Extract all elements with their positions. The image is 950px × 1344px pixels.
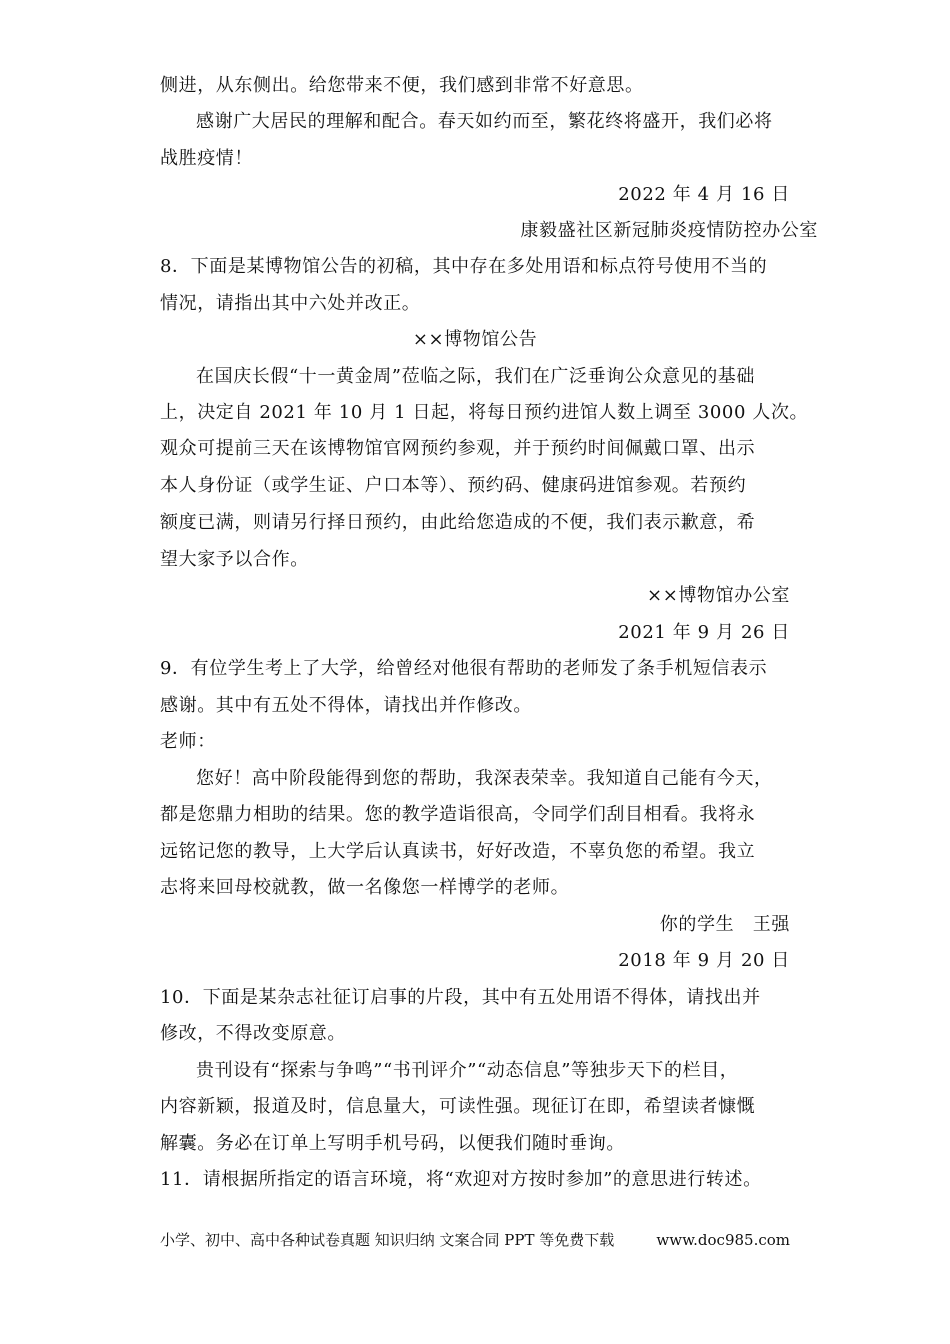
q8-body-line-6: 望大家予以合作。 (160, 549, 309, 570)
page-footer (160, 1229, 790, 1251)
q8-body-line-5: 额度已满，则请另行择日预约，由此给您造成的不便，我们表示歉意，希 (160, 512, 756, 533)
footer-url[interactable]: www.doc985.com (656, 1231, 790, 1249)
q9-salutation: 老师： (160, 731, 216, 752)
notice-end-line-3: 战胜疫情！ (160, 148, 253, 169)
q9-body-line-2: 都是您鼎力相助的结果。您的教学造诣很高，令同学们刮目相看。我将永 (160, 804, 756, 825)
q9-body-line-3: 远铭记您的教导，上大学后认真读书，好好改造，不辜负您的希望。我立 (160, 841, 756, 862)
notice-end-line-1: 侧进，从东侧出。给您带来不便，我们感到非常不好意思。 (160, 75, 644, 96)
footer-text: 小学、初中、高中各种试卷真题 知识归纳 文案合同 PPT 等免费下载 (160, 1231, 615, 1249)
q8-body-line-3: 观众可提前三天在该博物馆官网预约参观，并于预约时间佩戴口罩、出示 (160, 438, 756, 459)
q8-body-line-1: 在国庆长假“十一黄金周”莅临之际，我们在广泛垂询公众意见的基础 (196, 366, 756, 387)
q8-body-line-2: 上，决定自 2021 年 10 月 1 日起，将每日预约进馆人数上调至 3000 人次。 (160, 402, 809, 423)
notice-end-signer: 康毅盛社区新冠肺炎疫情防控办公室 (520, 220, 818, 241)
q11-prompt-line-1: 11．请根据所指定的语言环境，将“欢迎对方按时参加”的意思进行转述。 (160, 1169, 762, 1190)
q9-body-line-4: 志将来回母校就教，做一名像您一样博学的老师。 (160, 877, 570, 898)
q10-prompt-line-1: 10．下面是某杂志社征订启事的片段，其中有五处用语不得体，请找出并 (160, 987, 761, 1008)
q10-prompt-line-2: 修改，不得改变原意。 (160, 1023, 346, 1044)
q8-notice-title: ××博物馆公告 (412, 329, 538, 350)
q8-prompt-line-2: 情况，请指出其中六处并改正。 (160, 293, 421, 314)
q9-signer: 你的学生 王强 (659, 914, 790, 935)
notice-end-date: 2022 年 4 月 16 日 (618, 184, 790, 205)
q10-body-line-2: 内容新颖，报道及时，信息量大，可读性强。现征订在即，希望读者慷慨 (160, 1096, 756, 1117)
q8-prompt-line-1: 8．下面是某博物馆公告的初稿，其中存在多处用语和标点符号使用不当的 (160, 256, 768, 277)
q9-body-line-1: 您好！高中阶段能得到您的帮助，我深表荣幸。我知道自己能有今天， (196, 768, 773, 789)
q10-body-line-1: 贵刊设有“探索与争鸣”“书刊评介”“动态信息”等独步天下的栏目， (196, 1060, 739, 1081)
q10-body-line-3: 解囊。务必在订单上写明手机号码，以便我们随时垂询。 (160, 1133, 625, 1154)
q9-date: 2018 年 9 月 20 日 (618, 950, 790, 971)
notice-end-line-2: 感谢广大居民的理解和配合。春天如约而至，繁花终将盛开，我们必将 (196, 111, 773, 132)
q8-date: 2021 年 9 月 26 日 (618, 622, 790, 643)
q9-prompt-line-1: 9．有位学生考上了大学，给曾经对他很有帮助的老师发了条手机短信表示 (160, 658, 768, 679)
q8-signer: ××博物馆办公室 (647, 585, 790, 606)
q8-body-line-4: 本人身份证（或学生证、户口本等）、预约码、健康码进馆参观。若预约 (160, 475, 747, 496)
q9-prompt-line-2: 感谢。其中有五处不得体，请找出并作修改。 (160, 695, 532, 716)
